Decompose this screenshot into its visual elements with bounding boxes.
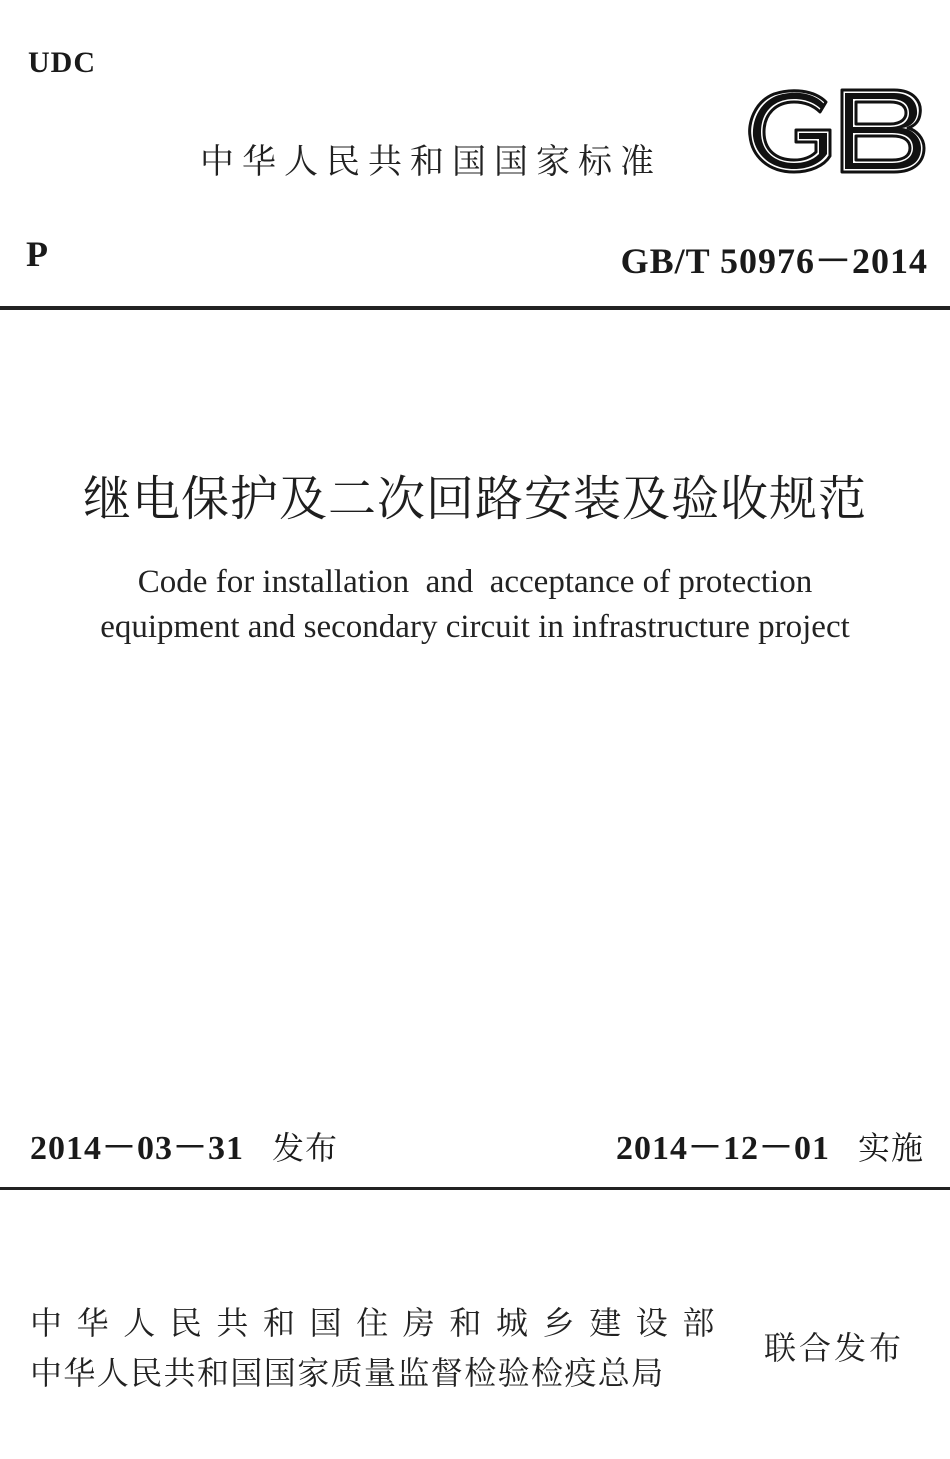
title-chinese: 继电保护及二次回路安装及验收规范 — [82, 471, 867, 527]
issue-label: 发布 — [272, 1129, 339, 1167]
issuer-ministry: 中华人民共和国住房和城乡建设部 — [30, 1304, 730, 1342]
top-divider — [0, 306, 950, 310]
implement-label: 实施 — [857, 1129, 924, 1167]
national-standard-heading: 中华人民共和国国家标准 — [200, 142, 662, 182]
udc-label: UDC — [28, 46, 96, 79]
bottom-divider — [0, 1187, 950, 1190]
joint-issue-label: 联合发布 — [764, 1329, 905, 1367]
standard-number: GB/T 50976－2014 — [620, 241, 928, 281]
issuer-aqsiq: 中华人民共和国国家质量监督检验检疫总局 — [30, 1354, 665, 1392]
title-english — [0, 560, 950, 650]
implement-date: 2014－12－01 — [615, 1130, 830, 1167]
gb-logo — [744, 82, 926, 178]
issue-date-block — [30, 1120, 338, 1169]
dates-row — [0, 1120, 950, 1167]
classification-code: P — [26, 234, 48, 274]
issue-date: 2014－03－31 — [30, 1130, 244, 1167]
title-english-line2: equipment and secondary circuit in infrastructure project — [100, 609, 850, 645]
implement-date-block — [616, 1120, 924, 1169]
title-english-line1: Code for installation and acceptance of protection — [137, 564, 813, 600]
